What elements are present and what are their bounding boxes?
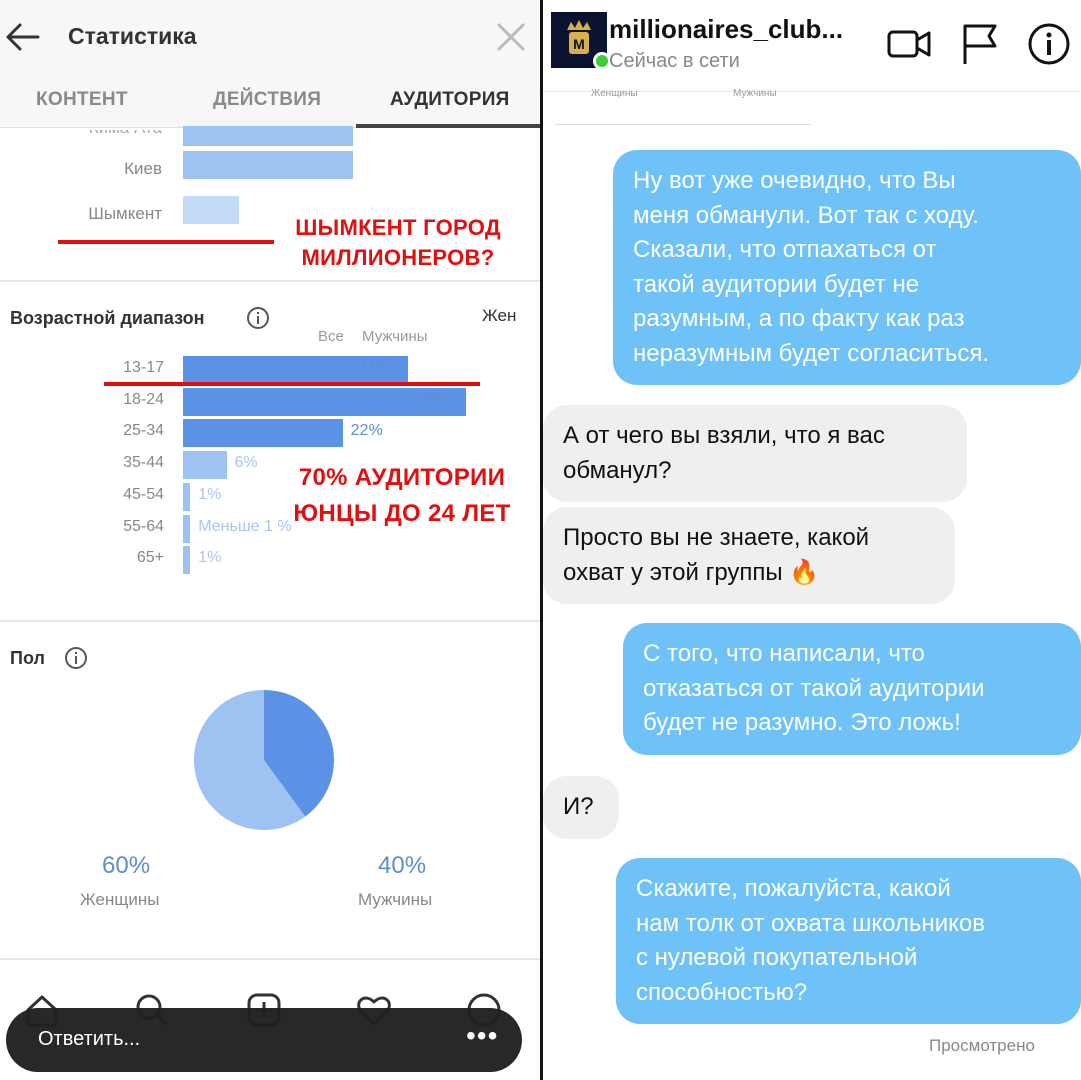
stub-label-women: Женщины <box>591 88 638 99</box>
age-data-label: Меньше 1 % <box>198 517 292 535</box>
message-sent: Ну вот уже очевидно, что Вы меня обманули. Вот так с ходу. Сказали, что отпахаться от такой аудитории будет не разумным, а по факту как раз неразумным будет согласиться. <box>613 150 1081 385</box>
tab-content[interactable]: КОНТЕНТ <box>36 89 128 110</box>
stub-divider <box>555 124 811 125</box>
seen-status: Просмотрено <box>929 1036 1035 1055</box>
age-bar <box>183 483 190 511</box>
city-bar-2 <box>183 151 353 179</box>
age-tick-label: 18-24 <box>123 390 164 408</box>
age-section-title: Возрастной диапазон <box>10 308 205 328</box>
age-data-label: 1% <box>198 549 222 567</box>
chat-username[interactable]: millionaires_club... <box>609 14 844 44</box>
city-label-3: Шымкент <box>88 204 162 223</box>
age-filter-women[interactable]: Жен <box>482 306 517 325</box>
age-filter-men[interactable]: Мужчины <box>362 328 428 345</box>
gender-pie-chart <box>184 690 344 830</box>
age-data-label: 22% <box>350 422 383 440</box>
message-sent: С того, что написали, что отказаться от такой аудитории будет не разумно. Это ложь! <box>623 623 1081 755</box>
age-bar <box>183 419 343 447</box>
age-tick-label: 55-64 <box>123 517 164 535</box>
tab-actions[interactable]: ДЕЙСТВИЯ <box>213 89 322 110</box>
close-icon[interactable] <box>494 20 528 54</box>
annotation-age: 70% АУДИТОРИИ ЮНЦЫ ДО 24 ЛЕТ <box>293 464 511 527</box>
message-sent: Скажите, пожалуйста, какой нам толк от охвата школьников с нулевой покупательной способностью? <box>616 858 1081 1024</box>
section-divider <box>0 280 540 282</box>
age-data-label: 6% <box>234 454 258 472</box>
pie-label-men: Мужчины <box>358 890 433 909</box>
red-underline-city <box>58 240 274 244</box>
section-divider <box>0 958 540 960</box>
flag-icon[interactable] <box>957 20 1005 68</box>
page-title: Статистика <box>68 23 197 49</box>
chat-panel <box>543 0 1080 1080</box>
svg-text:M: M <box>573 36 585 52</box>
active-tab-indicator <box>356 124 540 128</box>
info-icon[interactable] <box>64 646 88 670</box>
more-options-button[interactable]: ••• <box>466 1020 499 1051</box>
info-icon[interactable] <box>246 306 270 330</box>
tabs <box>0 72 540 128</box>
age-bar <box>183 515 190 543</box>
age-filter-headers <box>318 326 468 345</box>
city-label-2: Киев <box>124 159 162 178</box>
age-data-label: 31% <box>357 359 390 376</box>
stub-label-men: Мужчины <box>733 88 777 99</box>
city-bar-3 <box>183 196 239 224</box>
age-tick-label: 25-34 <box>123 422 164 440</box>
message-received: А от чего вы взяли, что я вас обманул? <box>543 405 967 502</box>
age-data-label: 1% <box>198 485 222 503</box>
message-received: Просто вы не знаете, какой охват у этой группы 🔥 <box>543 507 955 604</box>
annotation-city: ШЫМКЕНТ ГОРОД МИЛЛИОНЕРОВ? <box>295 215 501 270</box>
info-circle-icon[interactable] <box>1025 20 1073 68</box>
age-data-label: 39% <box>416 390 449 408</box>
stats-panel <box>0 0 540 1080</box>
pie-label-men-pct: 40% <box>378 852 427 879</box>
back-arrow-icon[interactable] <box>4 20 40 54</box>
red-line-age <box>104 382 480 386</box>
age-tick-label: 45-54 <box>123 485 164 503</box>
video-call-icon[interactable] <box>885 20 933 68</box>
chat-status: Сейчас в сети <box>609 50 740 72</box>
age-bar <box>183 451 227 479</box>
age-tick-label: 65+ <box>136 549 164 567</box>
gender-section-title: Пол <box>10 648 45 668</box>
age-filter-all[interactable]: Все <box>318 328 344 345</box>
age-tick-label: 35-44 <box>123 454 164 472</box>
tab-audience[interactable]: АУДИТОРИЯ <box>390 89 510 110</box>
message-received: И? <box>543 776 619 839</box>
section-divider <box>0 620 540 622</box>
city-bar-1 <box>183 126 353 146</box>
pie-label-women: Женщины <box>80 890 160 909</box>
age-tick-label: 13-17 <box>123 359 164 376</box>
pie-label-women-pct: 60% <box>102 852 151 879</box>
age-bar <box>183 546 190 574</box>
reply-placeholder: Ответить... <box>38 1028 141 1050</box>
